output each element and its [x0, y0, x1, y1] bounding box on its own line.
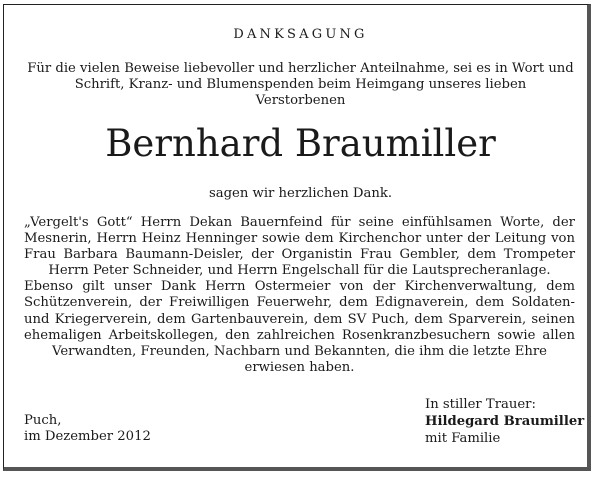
signatory-name: Hildegard Braumiller [425, 414, 585, 429]
family-line: mit Familie [425, 431, 501, 446]
body-line: Herrn Peter Schneider, und Herrn Engelschall für die Lautsprecheranlage. [48, 263, 551, 279]
body-line: Verwandten, Freunden, Nachbarn und Bekannten, die ihm die letzte Ehre [52, 343, 547, 359]
mourning-signature [425, 396, 584, 447]
intro-paragraph [20, 61, 581, 109]
body-line: und Kriegerverein, dem Gartenbauverein, dem SV Puch, dem Sparverein, seinen [24, 311, 575, 327]
intro-line: Für die vielen Beweise liebevoller und herzlicher Anteilnahme, sei es in Wort und [27, 61, 574, 76]
body-line: Schützenverein, der Freiwilligen Feuerwehr, dem Edignaverein, dem Soldaten- [24, 295, 575, 311]
body-line: Ebenso gilt unser Dank Herrn Ostermeier von der Kirchenverwaltung, dem [24, 279, 575, 295]
date-text: im Dezember 2012 [24, 429, 151, 444]
deceased-name: Bernhard Braumiller [105, 122, 496, 165]
intro-line: Schrift, Kranz- und Blumenspenden beim Heimgang unseres lieben [74, 77, 527, 92]
notice-heading: DANKSAGUNG [233, 27, 368, 42]
place-and-date [24, 413, 151, 445]
body-line: erwiesen haben. [244, 359, 355, 375]
body-line: Mesnerin, Herrn Heinz Henninger sowie dem Kirchenchor unter der Leitung von [24, 231, 575, 247]
intro-line: Verstorbenen [255, 93, 346, 108]
acknowledgement-paragraph [24, 215, 575, 376]
mourning-label: In stiller Trauer: [425, 397, 536, 412]
place-text: Puch, [24, 413, 62, 428]
body-line: ehemaligen Arbeitskollegen, den zahlreichen Rosenkranzbesuchern sowie allen [24, 327, 575, 343]
body-line: Frau Barbara Baumann-Deisler, der Organistin Frau Gembler, dem Trompeter [24, 247, 575, 263]
thanks-line: sagen wir herzlichen Dank. [208, 186, 393, 201]
body-line: „Vergelt's Gott“ Herrn Dekan Bauernfeind für seine einfühlsamen Worte, der [24, 215, 575, 230]
